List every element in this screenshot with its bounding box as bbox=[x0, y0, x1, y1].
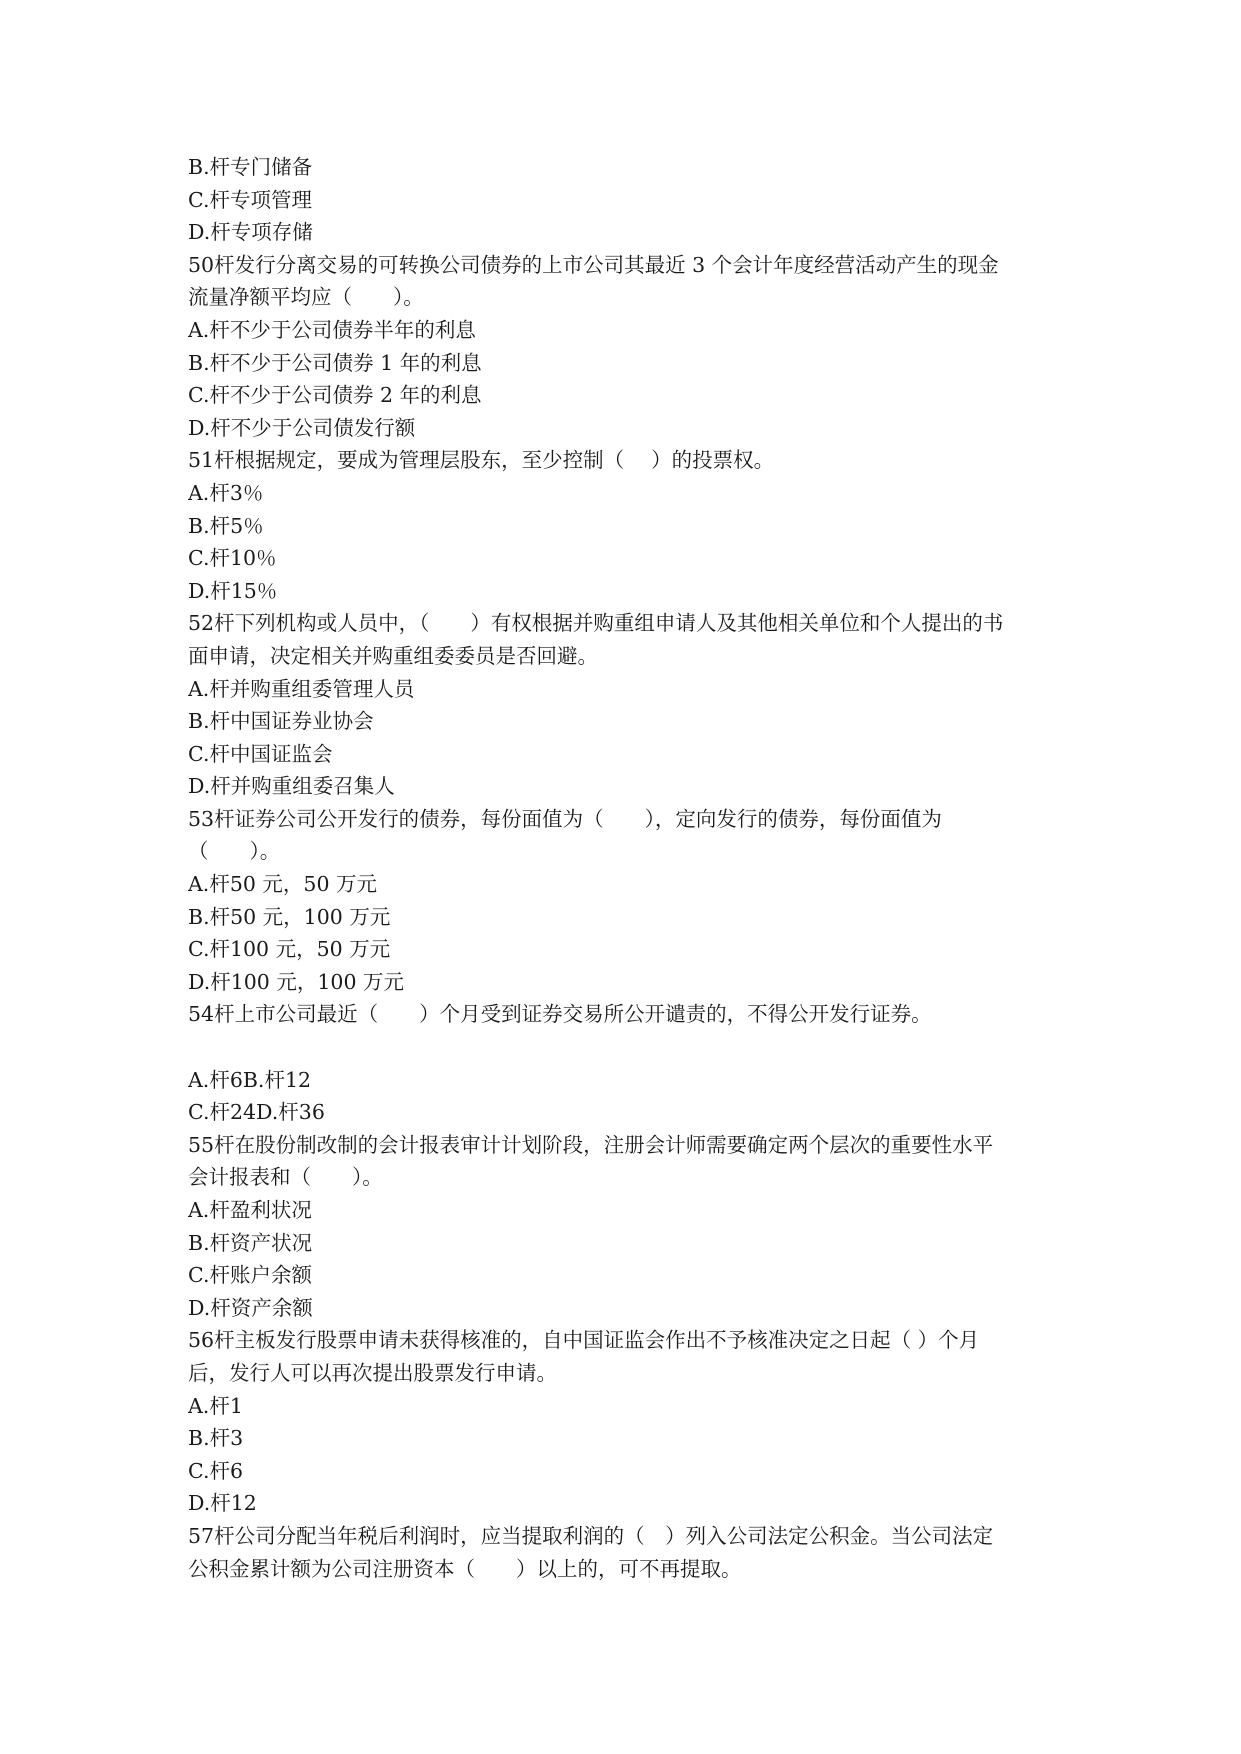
question-text: 57杆公司分配当年税后利润时，应当提取利润的（ ）列入公司法定公积金。当公司法定 bbox=[188, 1523, 994, 1548]
answer-option: B.杆专门储备 bbox=[188, 155, 313, 179]
answer-option: C.杆账户余额 bbox=[188, 1263, 312, 1288]
answer-option: A.杆50 元，50 万元 bbox=[188, 872, 378, 897]
answer-option: C.杆专项管理 bbox=[188, 187, 312, 212]
answer-option: B.杆中国证券业协会 bbox=[188, 709, 374, 734]
answer-option: D.杆100 元，100 万元 bbox=[188, 969, 405, 994]
question-text: 54杆上市公司最近（ ）个月受到证券交易所公开谴责的，不得公开发行证券。 bbox=[188, 1002, 932, 1027]
question-text: 55杆在股份制改制的会计报表审计计划阶段，注册会计师需要确定两个层次的重要性水平 bbox=[188, 1132, 994, 1157]
answer-option: D.杆并购重组委召集人 bbox=[188, 774, 395, 799]
question-text: 53杆证券公司公开发行的债券，每份面值为（ ），定向发行的债券，每份面值为 bbox=[188, 806, 942, 831]
answer-option: D.杆12 bbox=[188, 1491, 257, 1516]
question-text-continuation: 公积金累计额为公司注册资本（ ）以上的，可不再提取。 bbox=[188, 1556, 742, 1581]
answer-option: B.杆3 bbox=[188, 1426, 244, 1451]
question-text-continuation: 会计报表和（ ）。 bbox=[188, 1165, 383, 1190]
answer-option: C.杆24D.杆36 bbox=[188, 1100, 325, 1125]
question-text-continuation: 后，发行人可以再次提出股票发行申请。 bbox=[188, 1360, 557, 1385]
answer-option: C.杆中国证监会 bbox=[188, 741, 333, 766]
blank-line bbox=[188, 1031, 1088, 1064]
answer-option: C.杆不少于公司债券 2 年的利息 bbox=[188, 383, 482, 408]
answer-option: A.杆盈利状况 bbox=[188, 1198, 312, 1222]
answer-option: B.杆5％ bbox=[188, 513, 264, 538]
answer-option: C.杆100 元，50 万元 bbox=[188, 937, 391, 962]
question-text-continuation: （ ）。 bbox=[188, 839, 281, 864]
question-text: 51杆根据规定，要成为管理层股东，至少控制（ ）的投票权。 bbox=[188, 448, 775, 473]
question-text-continuation: 面申请，决定相关并购重组委委员是否回避。 bbox=[188, 643, 598, 668]
answer-option: A.杆不少于公司债券半年的利息 bbox=[188, 317, 476, 342]
question-text: 50杆发行分离交易的可转换公司债券的上市公司其最近 3 个会计年度经营活动产生的现金 bbox=[188, 252, 999, 277]
answer-option: C.杆10％ bbox=[188, 546, 277, 571]
answer-option: C.杆6 bbox=[188, 1458, 244, 1483]
answer-option: D.杆15％ bbox=[188, 578, 278, 603]
answer-option: B.杆资产状况 bbox=[188, 1230, 313, 1255]
answer-option: D.杆专项存储 bbox=[188, 220, 313, 245]
question-text-continuation: 流量净额平均应（ ）。 bbox=[188, 285, 424, 310]
answer-option: A.杆并购重组委管理人员 bbox=[188, 676, 415, 701]
document-page bbox=[188, 151, 1088, 1585]
answer-option: A.杆3％ bbox=[188, 480, 264, 505]
answer-option: B.杆不少于公司债券 1 年的利息 bbox=[188, 350, 482, 375]
answer-option: D.杆不少于公司债发行额 bbox=[188, 415, 416, 440]
answer-option: D.杆资产余额 bbox=[188, 1295, 313, 1320]
answer-option: A.杆6B.杆12 bbox=[188, 1067, 312, 1092]
answer-option: B.杆50 元，100 万元 bbox=[188, 904, 391, 929]
question-text: 56杆主板发行股票申请未获得核准的，自中国证监会作出不予核准决定之日起（ ）个月 bbox=[188, 1328, 980, 1353]
question-text: 52杆下列机构或人员中，（ ）有权根据并购重组申请人及其他相关单位和个人提出的书 bbox=[188, 611, 1004, 636]
answer-option: A.杆1 bbox=[188, 1393, 243, 1418]
